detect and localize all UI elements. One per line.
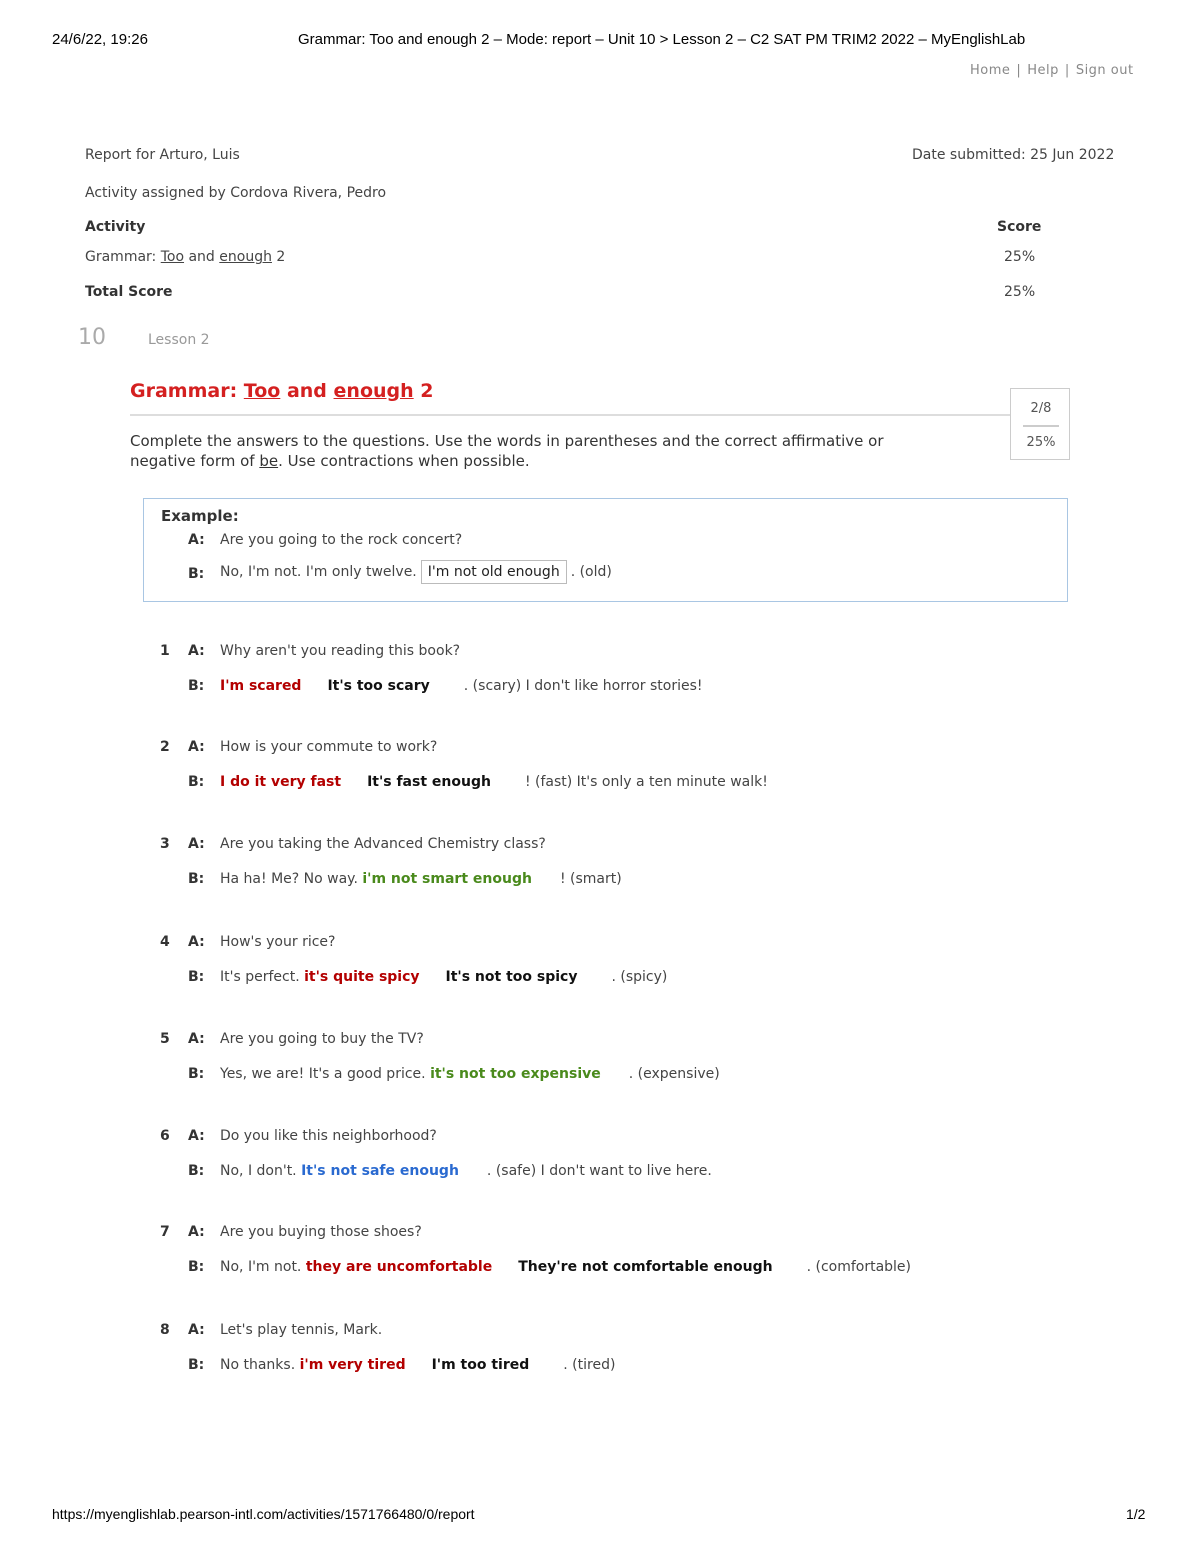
question-text: How is your commute to work? [220,739,438,755]
instructions [130,431,930,471]
correct-answer: It's too scary [327,678,430,694]
answer-line [220,774,768,790]
example-b-label: B: [188,566,205,582]
question-text: Are you taking the Advanced Chemistry class? [220,836,546,852]
a-label: A: [188,1224,205,1240]
instructions-2-pre: negative form of [130,452,260,470]
b-label: B: [188,871,205,887]
item-number: 5 [160,1031,170,1047]
student-answer: i'm not smart enough [362,871,532,887]
answer-b-post: . (comfortable) [806,1259,912,1275]
instructions-be: be [259,452,279,470]
sign-out-link[interactable]: Sign out [1075,63,1134,78]
answer-b-pre: No, I don't. [220,1163,297,1179]
example-a-text: Are you going to the rock concert? [220,532,463,548]
b-label: B: [188,1066,205,1082]
item-number: 8 [160,1322,170,1338]
exercise-title-and: and [280,380,334,402]
correct-answer: It's not too spicy [445,969,578,985]
exercise-title-enough: enough [333,380,414,402]
example-b-line [220,560,612,584]
question-text: How's your rice? [220,934,336,950]
nav-separator: | [1064,63,1070,78]
answer-line [220,969,667,985]
example-answer-box: I'm not old enough [421,560,567,584]
activity-name-enough: enough [219,249,272,265]
help-link[interactable]: Help [1027,63,1059,78]
exercise-score-box [1010,388,1070,460]
score-fraction: 2/8 [1030,401,1052,416]
item-number: 6 [160,1128,170,1144]
activity-header: Activity [85,219,146,235]
total-score-value: 25% [1004,284,1036,300]
question-text: Why aren't you reading this book? [220,643,461,659]
answer-line [220,1357,615,1373]
nav-separator: | [1016,63,1022,78]
student-answer: It's not safe enough [301,1163,459,1179]
answer-b-pre: Ha ha! Me? No way. [220,871,358,887]
answer-b-pre: No, I'm not. [220,1259,302,1275]
a-label: A: [188,1128,205,1144]
instructions-line-2 [130,451,930,471]
answer-b-post: . (spicy) [611,969,668,985]
answer-b-post: ! (smart) [559,871,622,887]
instructions-line-1: Complete the answers to the questions. Use the words in parentheses and the correct affirmative or [130,432,884,450]
example-b-post: . (old) [570,564,612,580]
question-text: Let's play tennis, Mark. [220,1322,383,1338]
activity-name-pre: Grammar: [85,249,161,265]
student-answer: I'm scared [220,678,302,694]
item-number: 2 [160,739,170,755]
student-answer: it's quite spicy [304,969,420,985]
b-label: B: [188,1357,205,1373]
top-nav [970,63,1134,78]
answer-b-post: . (expensive) [628,1066,720,1082]
item-number: 3 [160,836,170,852]
b-label: B: [188,774,205,790]
lesson-label: Lesson 2 [148,332,210,348]
a-label: A: [188,643,205,659]
title-divider [130,414,1010,416]
answer-line [220,1066,720,1082]
answer-b-pre: It's perfect. [220,969,300,985]
score-header: Score [997,219,1042,235]
home-link[interactable]: Home [970,63,1011,78]
footer-url: https://myenglishlab.pearson-intl.com/activities/1571766480/0/report [52,1506,475,1522]
student-answer: I do it very fast [220,774,342,790]
activity-name-and: and [184,249,220,265]
answer-line [220,1163,712,1179]
question-text: Do you like this neighborhood? [220,1128,437,1144]
score-divider [1023,425,1059,427]
footer-page: 1/2 [1126,1506,1146,1522]
a-label: A: [188,1031,205,1047]
question-text: Are you going to buy the TV? [220,1031,424,1047]
b-label: B: [188,969,205,985]
item-number: 4 [160,934,170,950]
example-b-pre: No, I'm not. I'm only twelve. [220,564,417,580]
exercise-title-pre: Grammar: [130,380,244,402]
answer-b-pre: No thanks. [220,1357,296,1373]
b-label: B: [188,678,205,694]
correct-answer: I'm too tired [431,1357,530,1373]
a-label: A: [188,836,205,852]
a-label: A: [188,934,205,950]
answer-b-post: . (safe) I don't want to live here. [486,1163,712,1179]
print-page-title: Grammar: Too and enough 2 – Mode: report – Unit 10 > Lesson 2 – C2 SAT PM TRIM2 2022 – MyEnglishLab [298,31,1026,48]
item-number: 1 [160,643,170,659]
unit-number: 10 [78,325,106,350]
score-percent: 25% [1026,435,1056,450]
answer-b-pre: Yes, we are! It's a good price. [220,1066,426,1082]
a-label: A: [188,739,205,755]
example-label: Example: [161,507,239,525]
activity-score: 25% [1004,249,1036,265]
answer-b-post: . (tired) [563,1357,616,1373]
b-label: B: [188,1163,205,1179]
answer-b-post: ! (fast) It's only a ten minute walk! [524,774,768,790]
correct-answer: They're not comfortable enough [518,1259,773,1275]
print-datetime: 24/6/22, 19:26 [52,31,148,48]
example-box [143,498,1068,602]
item-number: 7 [160,1224,170,1240]
correct-answer: It's fast enough [367,774,491,790]
total-score-label: Total Score [85,284,173,300]
answer-line [220,1259,911,1275]
date-submitted: Date submitted: 25 Jun 2022 [912,147,1115,163]
exercise-title [130,380,434,402]
question-text: Are you buying those shoes? [220,1224,422,1240]
answer-line [220,871,622,887]
report-for: Report for Arturo, Luis [85,147,240,163]
assigned-by: Activity assigned by Cordova Rivera, Pedro [85,185,387,201]
example-a-label: A: [188,532,205,548]
student-answer: they are uncomfortable [305,1259,493,1275]
exercise-title-too: Too [243,380,281,402]
activity-name [85,249,285,265]
activity-name-post: 2 [271,249,286,265]
a-label: A: [188,1322,205,1338]
exercise-title-post: 2 [413,380,434,402]
answer-b-post: . (scary) I don't like horror stories! [463,678,703,694]
activity-name-too: Too [160,249,185,265]
student-answer: it's not too expensive [430,1066,601,1082]
b-label: B: [188,1259,205,1275]
instructions-2-post: . Use contractions when possible. [278,452,530,470]
answer-line [220,678,703,694]
student-answer: i'm very tired [299,1357,406,1373]
